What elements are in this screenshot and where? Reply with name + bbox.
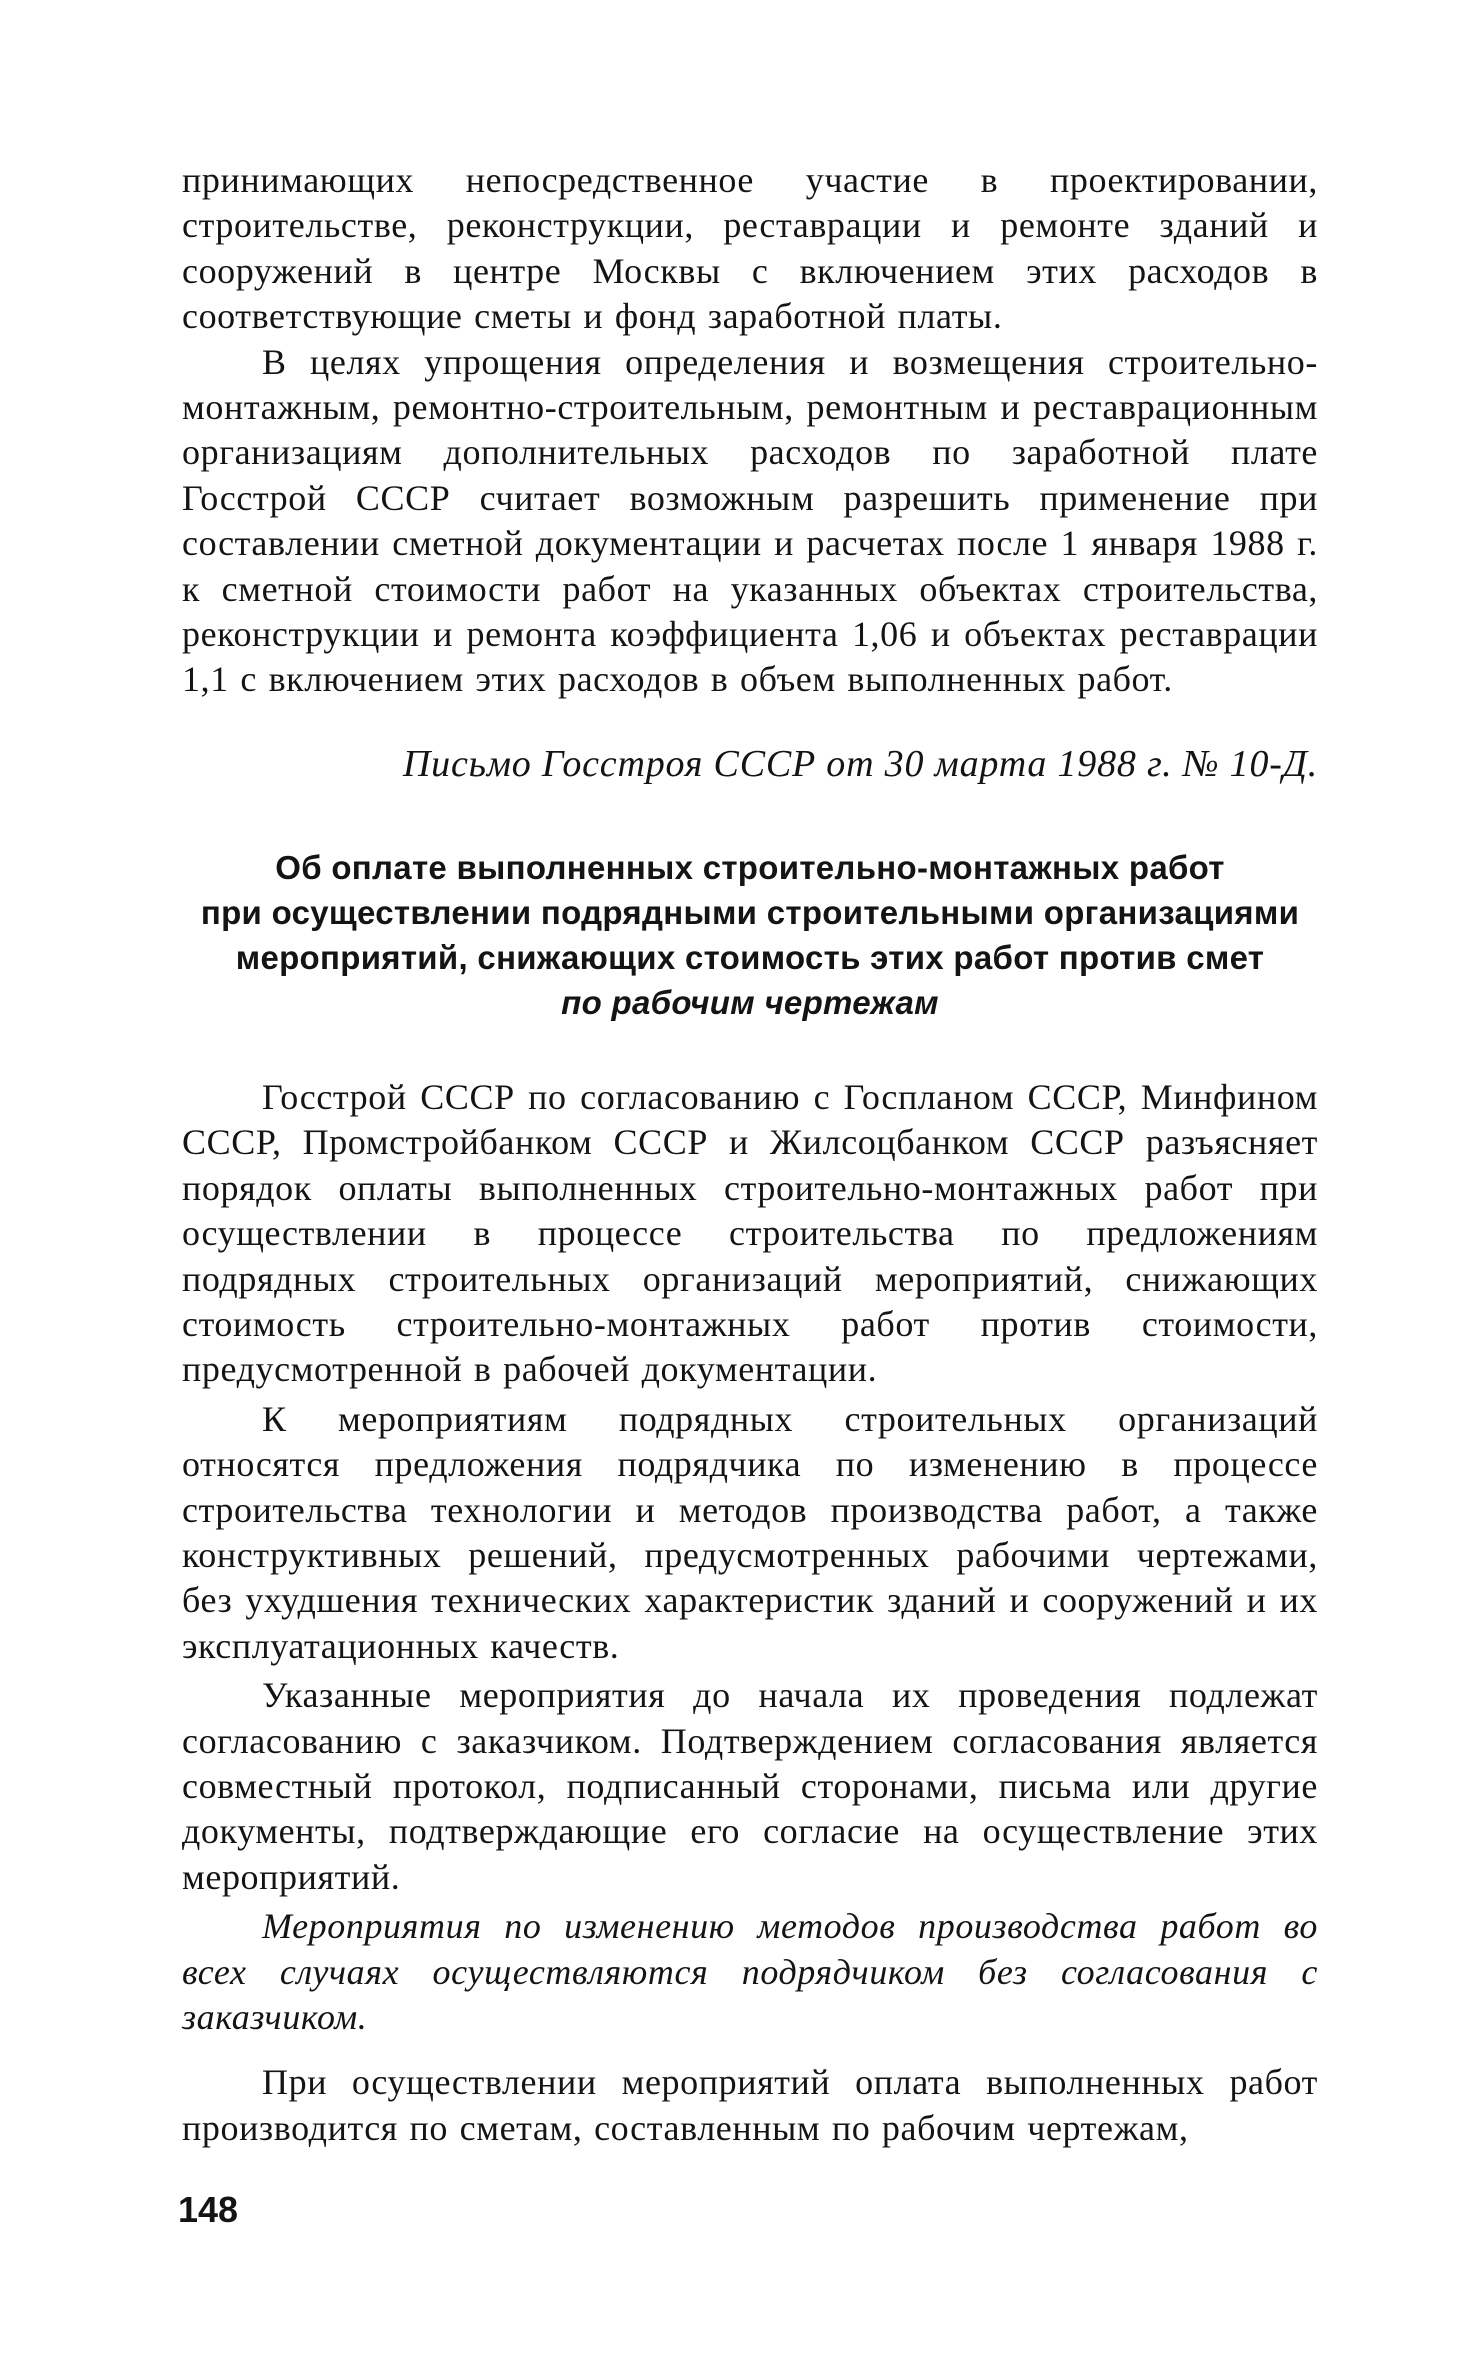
section-heading-line-3: мероприятий, снижающих стоимость этих работ против смет — [235, 938, 1265, 976]
paragraph-measures: К мероприятиям подрядных строительных организаций относятся предложения подрядчика по изменению в процессе строительства технологии и методов производства работ, а также конструктивных решений, предусмотренных рабочими чертежами, без ухудшения технических характеристик зданий и сооружений и их эксплуатационных качеств. — [182, 1398, 1318, 1666]
paragraph-payment: При осуществлении мероприятий оплата выполненных работ производится по сметам, составленным по рабочим чертежам, — [182, 2062, 1318, 2148]
section-heading — [182, 845, 1318, 1025]
text-column — [182, 158, 1318, 2151]
page-number: 148 — [178, 2189, 239, 2230]
paragraph-continuation: принимающих непосредственное участие в проектировании, строительстве, реконструкции, реставрации и ремонте зданий и сооружений в центре Москвы с включением этих расходов в соответствующие сметы и фонд заработной платы. — [182, 160, 1318, 337]
section-heading-line-2: при осуществлении подрядными строительными организациями — [200, 893, 1300, 931]
section-heading-line-1: Об оплате выполненных строительно-монтажных работ — [275, 848, 1225, 886]
letter-signature: Письмо Госстроя СССР от 30 марта 1988 г. № 10-Д. — [402, 742, 1318, 785]
paragraph-explanation: Госстрой СССР по согласованию с Госпланом СССР, Минфином СССР, Промстройбанком СССР и Жилсоцбанком СССР разъясняет порядок оплаты выполненных строительно-монтажных работ при осуществлении в процессе строительства по предложениям подрядных строительных организаций мероприятий, снижающих стоимость строительно-монтажных работ против стоимости, предусмотренной в рабочей документации. — [182, 1076, 1318, 1390]
paragraph-methods: Мероприятия по изменению методов производства работ во всех случаях осуществляются подрядчиком без согласования с заказчиком. — [182, 1906, 1318, 2037]
paragraph-approval: Указанные мероприятия до начала их проведения подлежат согласованию с заказчиком. Подтверждением согласования является совместный протокол, подписанный сторонами, письма или другие документы, подтверждающие его согласие на осуществление этих мероприятий. — [182, 1675, 1318, 1897]
section-heading-line-4: по рабочим чертежам — [561, 983, 939, 1021]
paragraph-coefficients: В целях упрощения определения и возмещения строительно-монтажным, ремонтно-строительным, ремонтным и реставрационным организациям дополнительных расходов по заработной плате Госстрой СССР считает возможным разрешить применение при составлении сметной документации и расчетах после 1 января 1988 г. к сметной стоимости работ на указанных объектах строительства, реконструкции и ремонта коэффициента 1,06 и объектах реставрации 1,1 с включением этих расходов в объем выполненных работ. — [182, 341, 1318, 700]
